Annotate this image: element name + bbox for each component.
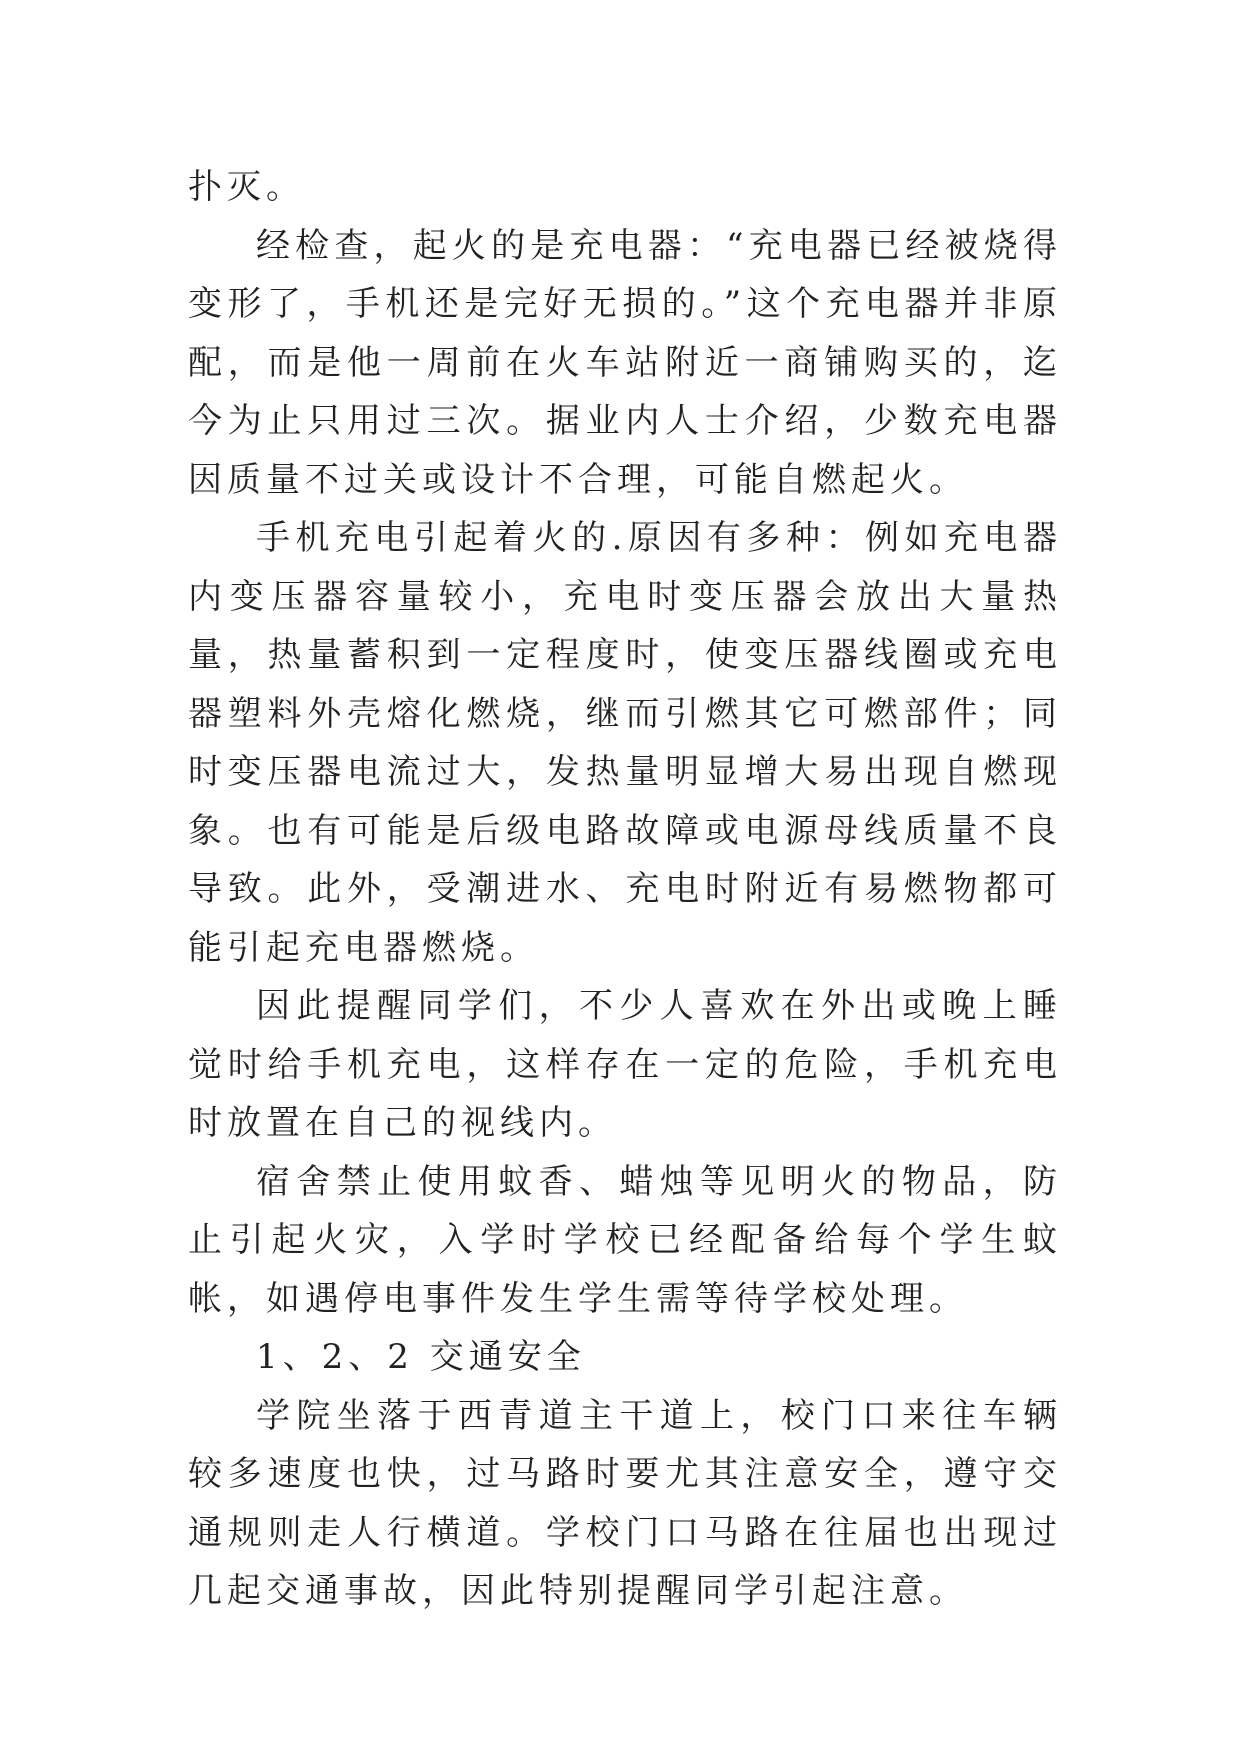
paragraph-traffic-safety: 学院坐落于西青道主干道上，校门口来往车辆较多速度也快，过马路时要尤其注意安全，遵守交通规则走人行横道。学校门口马路在往届也出现过几起交通事故，因此特别提醒同学引起注意。 [188, 1395, 1062, 1611]
paragraph-continuation: 扑灭。 [188, 167, 305, 207]
document-body [188, 158, 1062, 1621]
paragraph-reminder: 因此提醒同学们，不少人喜欢在外出或晚上睡觉时给手机充电，这样存在一定的危险，手机充电时放置在自己的视线内。 [188, 986, 1062, 1143]
paragraph-dorm-rules: 宿舍禁止使用蚊香、蜡烛等见明火的物品，防止引起火灾，入学时学校已经配备给每个学生蚊帐，如遇停电事件发生学生需等待学校处理。 [188, 1161, 1062, 1319]
paragraph-charger-inspection: 经检查，起火的是充电器：“充电器已经被烧得变形了，手机还是完好无损的。”这个充电器并非原配，而是他一周前在火车站附近一商铺购买的，迄今为止只用过三次。据业内人士介绍，少数充电器因质量不过关或设计不合理，可能自燃起火。 [188, 225, 1062, 500]
paragraph-fire-causes: 手机充电引起着火的.原因有多种：例如充电器内变压器容量较小，充电时变压器会放出大量热量，热量蓄积到一定程度时，使变压器线圈或充电器塑料外壳熔化燃烧，继而引燃其它可燃部件；同时变压器电流过大，发热量明显增大易出现自燃现象。也有可能是后级电路故障或电源母线质量不良导致。此外，受潮进水、充电时附近有易燃物都可能引起充电器燃烧。 [188, 518, 1062, 968]
section-heading-traffic-safety: 1、2、2 交通安全 [256, 1337, 586, 1377]
